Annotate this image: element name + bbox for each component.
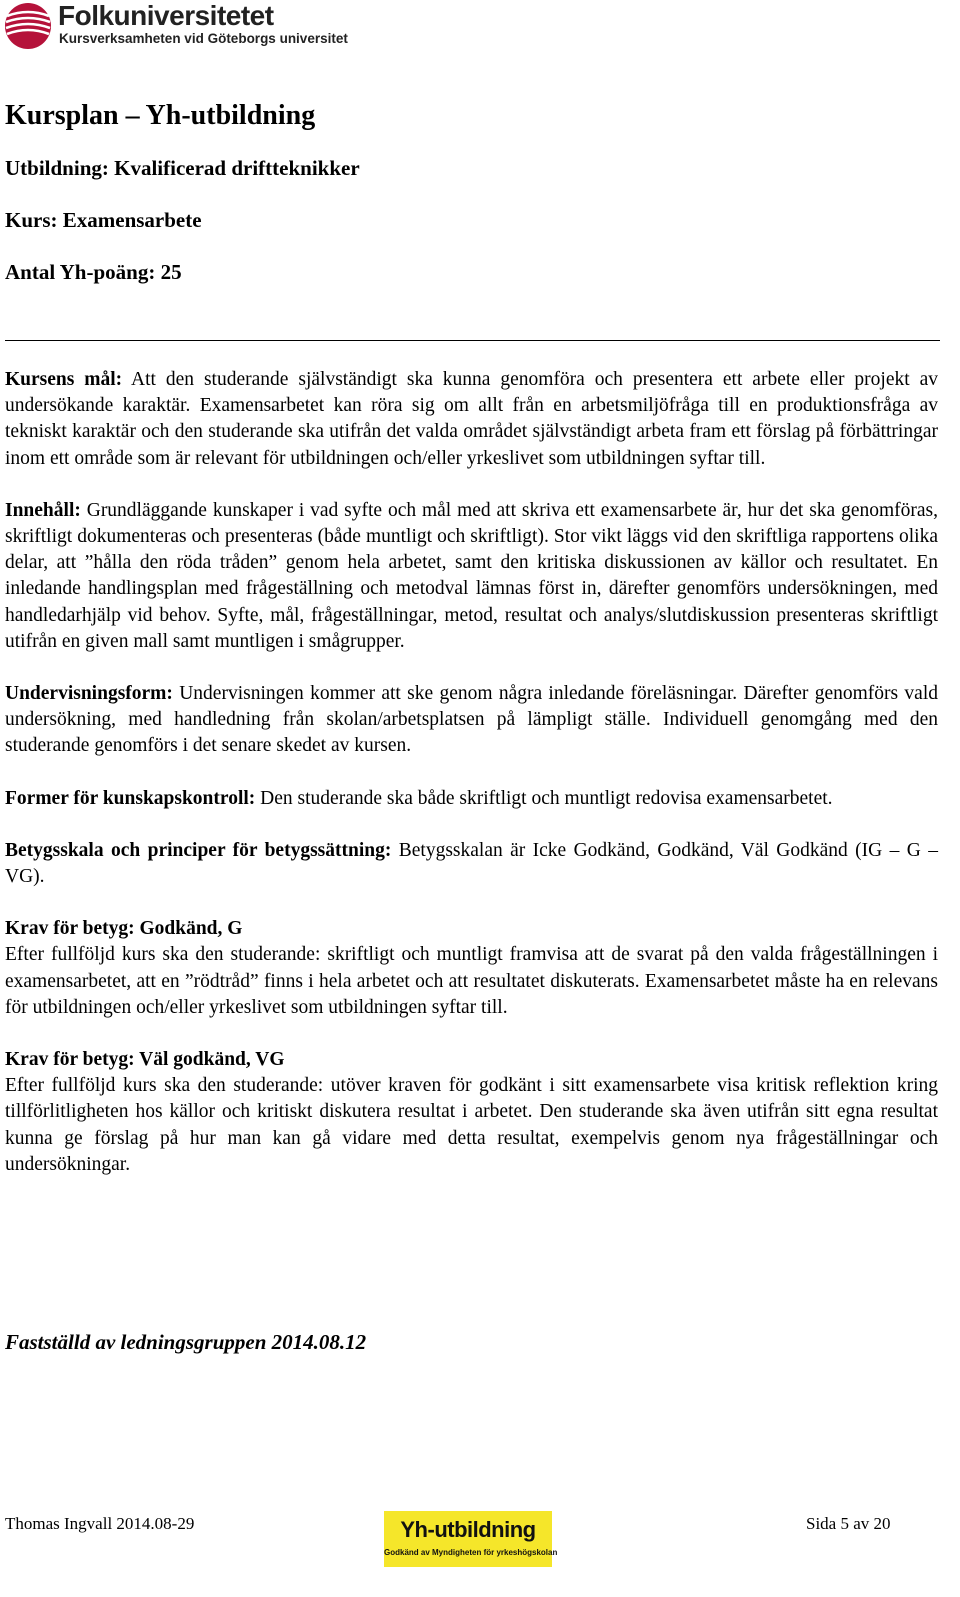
teaching-paragraph: [5, 681, 938, 760]
yh-badge-title: Yh-utbildning: [400, 1517, 536, 1542]
grading-label: Betygsskala och principer för betygssättning:: [5, 839, 392, 861]
g-text: Efter fullföljd kurs ska den studerande: skriftligt och muntligt framvisa att de svarat på den valda frågeställningen i examensarbetet, att en ”rödtråd” finns i hela arbetet och att resultatet diskuterats. Examensarbetet måste ha en relevans för utbildningen och/eller yrkeslivet som utbildningen syftar till.: [5, 944, 938, 1018]
org-subtitle: Kursverksamheten vid Göteborgs universitet: [59, 31, 348, 46]
teaching-label: Undervisningsform:: [5, 683, 173, 705]
approval-note: Fastställd av ledningsgruppen 2014.08.12: [5, 1330, 367, 1354]
header: [4, 0, 364, 52]
vg-title: Krav för betyg: Väl godkänd, VG: [5, 1049, 285, 1071]
course-content: [5, 367, 938, 1204]
assessment-paragraph: [5, 786, 938, 812]
content-text: Grundläggande kunskaper i vad syfte och mål med att skriva ett examensarbete är, hur det ska genomföras, skriftligt dokumenteras och presenteras (både muntligt och skriftligt). Stor vikt läggs vid den skriftliga rapportens olika delar, att ”hålla den röda tråden” genom hela arbetet, samt den kritiska diskussionen av källor och resultatet. En inledande handlingsplan med frågeställning och metodval lämnas först in, därefter genomförs undersökningen, med handledarhjälp vid behov. Syfte, mål, frågeställningar, metod, resultat och analys/slutdiskussion presenteras skriftligt utifrån en given mall samt muntligen i smågrupper.: [5, 499, 938, 652]
content-label: Innehåll:: [5, 499, 81, 521]
folkuniversitetet-logo-icon: [4, 2, 52, 50]
grading-text: Betygsskalan är Icke Godkänd, Godkänd, Väl Godkänd (IG – G – VG).: [5, 839, 938, 888]
g-title: Krav för betyg: Godkänd, G: [5, 918, 243, 940]
g-requirements: [5, 916, 938, 1021]
vg-requirements: [5, 1047, 938, 1178]
grading-paragraph: [5, 838, 938, 890]
course-line: Kurs: Examensarbete: [5, 208, 202, 232]
footer-author-date: Thomas Ingvall 2014.08-29: [5, 1514, 195, 1533]
goals-paragraph: [5, 367, 938, 472]
content-paragraph: [5, 498, 938, 655]
goals-label: Kursens mål:: [5, 369, 123, 390]
divider: [5, 340, 940, 341]
points-line: Antal Yh-poäng: 25: [5, 260, 182, 284]
page-title: Kursplan – Yh-utbildning: [5, 100, 316, 131]
goals-text: Att den studerande självständigt ska kunna genomföra och presentera ett arbete eller projekt av undersökande karaktär. Examensarbetet kan röra sig om allt från en arbetsmiljöfråga till en produktionsfråga av tekniskt karaktär och den studerande ska utifrån det valda området självständigt arbeta fram ett förslag på förbättringar inom ett område som är relevant för utbildningen och/eller yrkeslivet som utbildningen syftar till.: [5, 369, 938, 469]
teaching-text: Undervisningen kommer att ske genom några inledande föreläsningar. Därefter genomförs vald undersökning, med handledning från skolan/arbetsplatsen på lämpligt ställe. Individuell genomgång med den studerande genomförs i det senare skedet av kursen.: [5, 683, 938, 757]
assessment-label: Former för kunskapskontroll:: [5, 787, 256, 809]
education-line: Utbildning: Kvalificerad driftteknikker: [5, 156, 360, 180]
vg-text: Efter fullföljd kurs ska den studerande: utöver kraven för godkänt i sitt examensarbete visa kritisk reflektion kring tillförlitligheten hos källor och kritiskt diskutera resultat i arbetet. Den studerande ska även utifrån sitt egna resultat kunna ge förslag på hur man kan gå vidare med detta resultat, exempelvis genom nya frågeställningar och undersökningar.: [5, 1075, 938, 1175]
page-number: Sida 5 av 20: [806, 1514, 891, 1533]
yh-badge-subtitle: Godkänd av Myndigheten för yrkeshögskolan: [384, 1548, 558, 1557]
yh-utbildning-badge: [384, 1511, 558, 1567]
assessment-text: Den studerande ska både skriftligt och muntligt redovisa examensarbetet.: [255, 787, 833, 809]
org-name: Folkuniversitetet: [58, 0, 274, 31]
